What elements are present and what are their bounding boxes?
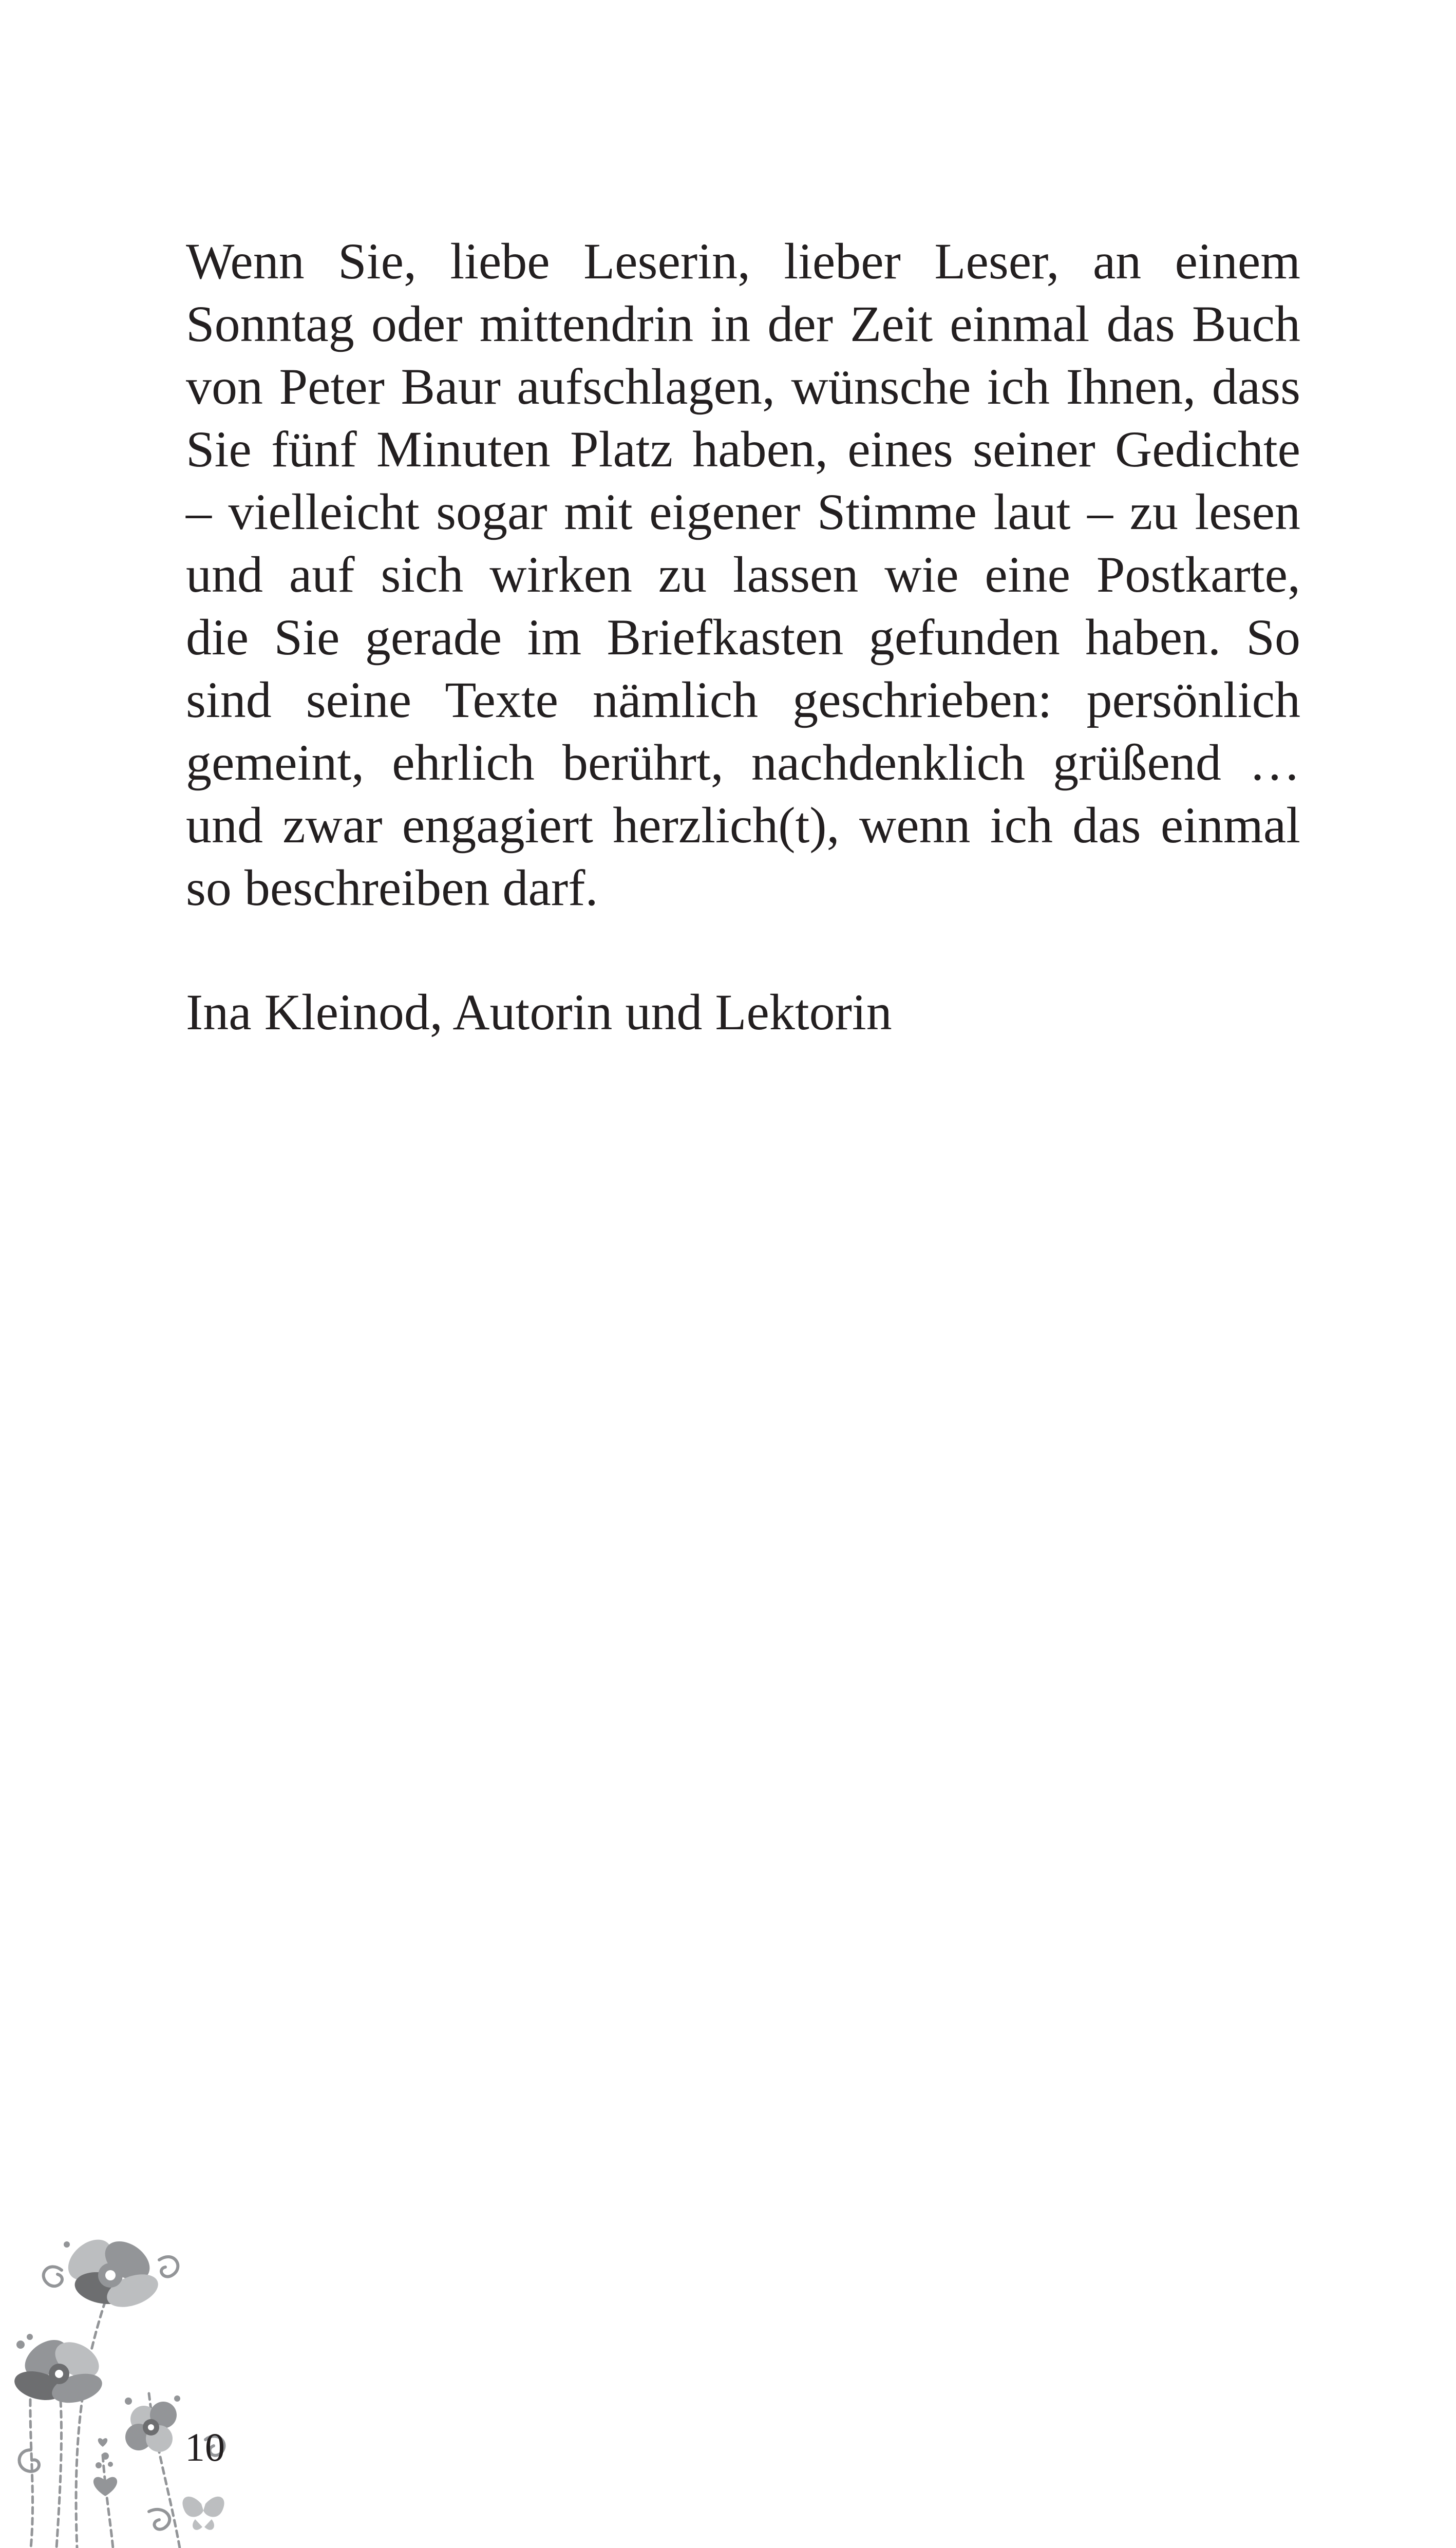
paragraph-line: von Peter Baur aufschlagen, wünsche ich Ihnen, dass: [186, 358, 1300, 415]
signature: Ina Kleinod, Autorin und Lektorin: [186, 984, 892, 1041]
body-paragraph: [186, 230, 1300, 919]
paragraph-line: Sonntag oder mittendrin in der Zeit einmal das Buch: [186, 295, 1300, 352]
paragraph-line: Wenn Sie, liebe Leserin, lieber Leser, an einem: [186, 233, 1300, 290]
page-number: 10: [185, 2425, 225, 2469]
paragraph-line: und auf sich wirken zu lassen wie eine Postkarte,: [186, 546, 1300, 603]
paragraph-line: gemeint, ehrlich berührt, nachdenklich grüßend …: [186, 734, 1300, 791]
paragraph-line: – vielleicht sogar mit eigener Stimme laut – zu lesen: [186, 483, 1300, 540]
paragraph-line: so beschreiben darf.: [186, 859, 598, 916]
paragraph-line: sind seine Texte nämlich geschrieben: persönlich: [186, 671, 1300, 728]
paragraph-line: Sie fünf Minuten Platz haben, eines seiner Gedichte: [186, 421, 1300, 478]
flower-ornament-icon: [0, 2224, 247, 2548]
paragraph-line: die Sie gerade im Briefkasten gefunden haben. So: [186, 609, 1300, 666]
paragraph-line: und zwar engagiert herzlich(t), wenn ich das einmal: [186, 797, 1300, 854]
